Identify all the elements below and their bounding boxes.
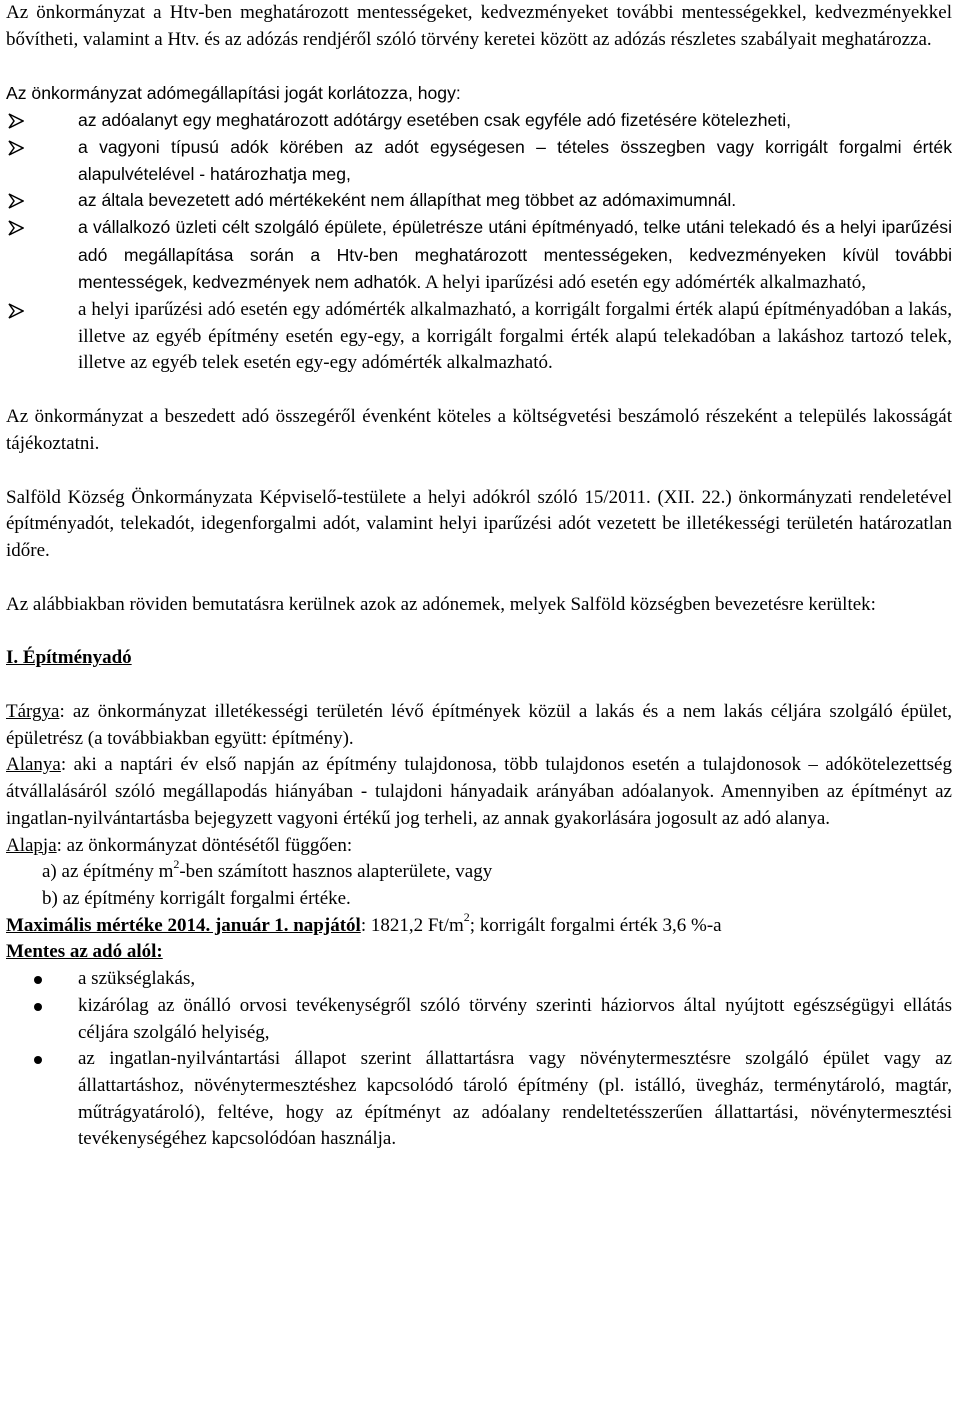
list-item bbox=[6, 966, 952, 993]
list-item bbox=[6, 297, 952, 377]
spacer bbox=[6, 672, 952, 699]
alapja-option-a bbox=[6, 856, 952, 886]
option-a-text: a) az építmény m bbox=[42, 861, 174, 883]
list-item bbox=[6, 214, 952, 297]
list-item bbox=[6, 134, 952, 187]
arrow-bullet-icon bbox=[8, 113, 24, 129]
list-item-text: az ingatlan-nyilvántartási állapot szerint állattartásra vagy növénytermesztésre szolgáló épület vagy az állattartáshoz, növénytermesztéshez kapcsolódó tároló építmény (pl. istálló, üvegház, terménytároló, magtár, műtrágyatároló), feltéve, hogy az építményt az adóalany rendeltetésszerűen állattartási, növénytermesztési tevékenységéhez kapcsolódóan használja. bbox=[78, 1048, 952, 1150]
intro-paragraph: Az önkormányzat a Htv-ben meghatározott mentességeket, kedvezményeket további mentességekkel, kedvezményekkel bővítheti, valamint a Htv. és az adózás rendjéről szóló törvény keretei között az adózás részletes szabályait meghatározza. bbox=[6, 2, 952, 50]
list-item-text: a szükséglakás, bbox=[78, 968, 196, 990]
report-paragraph: Az önkormányzat a beszedett adó összegéről évenként köteles a költségvetési beszámoló részeként a település lakosságát tájékoztatni. bbox=[6, 406, 952, 454]
spacer bbox=[6, 565, 952, 592]
alapja-text: : az önkormányzat döntésétől függően: bbox=[56, 834, 353, 856]
tax-types-intro: Az alábbiakban röviden bemutatásra kerülnek azok az adónemek, melyek Salföld községben bevezetésre kerültek: bbox=[6, 593, 876, 615]
list-item bbox=[6, 1046, 952, 1153]
list-item-text: az általa bevezetett adó mértékeként nem állapíthat meg többet az adómaximumnál. bbox=[78, 190, 737, 211]
list-item bbox=[6, 993, 952, 1046]
section-title: I. Építményadó bbox=[6, 647, 132, 669]
maximalis-label: Maximális mértéke 2014. január 1. napjától bbox=[6, 914, 361, 936]
maximalis-paragraph bbox=[6, 910, 952, 940]
superscript: 2 bbox=[173, 856, 180, 871]
list-item-text: kizárólag az önálló orvosi tevékenységről szóló törvény szerinti háziorvos által nyújtott egészségügyi ellátás céljára szolgáló helyiség, bbox=[78, 994, 952, 1043]
targya-label: Tárgya bbox=[6, 701, 60, 723]
restrictions-intro: Az önkormányzat adómegállapítási jogát korlátozza, hogy: bbox=[6, 83, 461, 104]
restrictions-block bbox=[6, 80, 952, 214]
list-item-text: a vállalkozó üzleti célt szolgáló épülete, épületrésze utáni építményadó, telke utáni telekadó és a helyi iparűzési adó megállapítása során a Htv-ben meghatározott mentességeken, kedvezményeken kívül további mentességek, kedvezmények nem adhatók. bbox=[78, 216, 952, 293]
spacer bbox=[6, 377, 952, 404]
restrictions-list-continued bbox=[6, 214, 952, 377]
list-item bbox=[6, 187, 952, 214]
arrow-bullet-icon bbox=[8, 193, 24, 209]
maximalis-text-end: ; korrigált forgalmi érték 3,6 %-a bbox=[469, 914, 722, 936]
list-item bbox=[6, 107, 952, 134]
exemptions-list bbox=[6, 966, 952, 1153]
alanya-label: Alanya bbox=[6, 754, 61, 776]
list-item-text: az adóalanyt egy meghatározott adótárgy esetében csak egyféle adó fizetésére kötelezheti, bbox=[78, 110, 792, 131]
targya-paragraph bbox=[6, 699, 952, 752]
superscript: 2 bbox=[463, 910, 470, 925]
decree-paragraph: Salföld Község Önkormányzata Képviselő-testülete a helyi adókról szóló 15/2011. (XII. 22.) önkormányzati rendeletével építményadót, telekadót, idegenforgalmi adót, valamint helyi iparűzési adót vezetett be illetékességi területén határozatlan időre. bbox=[6, 486, 952, 561]
spacer bbox=[6, 458, 952, 485]
restrictions-list bbox=[6, 107, 952, 214]
list-item-text-continued: A helyi iparűzési adó esetén egy adómérték alkalmazható, bbox=[421, 272, 867, 294]
bullet-dot-icon bbox=[34, 976, 42, 984]
mentes-label: Mentes az adó alól: bbox=[6, 941, 163, 963]
list-item-text: a vagyoni típusú adók körében az adót egységesen – tételes összegben vagy korrigált forgalmi érték alapulvételével - határozhatja meg, bbox=[78, 136, 952, 184]
arrow-bullet-icon bbox=[8, 140, 24, 156]
bullet-dot-icon bbox=[34, 1003, 42, 1011]
alanya-text: : aki a naptári év első napján az építmény tulajdonosa, több tulajdonos esetén a tulajdonosok – adókötelezettség átvállalásáról szóló megállapodás hiányában - tulajdoni hányadaik arányában adóalanyok. Amennyiben az építményt az ingatlan-nyilvántartásba bejegyzett vagyoni értékű jog terheli, az annak gyakorlására jogosult az adó alanya. bbox=[6, 754, 952, 829]
alapja-option-b: b) az építmény korrigált forgalmi értéke. bbox=[42, 887, 351, 909]
alanya-paragraph bbox=[6, 752, 952, 832]
list-item-text: a helyi iparűzési adó esetén egy adómérték alkalmazható, a korrigált forgalmi érték alapú építményadóban a lakás, illetve az egyéb építmény esetén egy-egy, a korrigált forgalmi érték alapú telekadóban a lakáshoz tartozó telek, illetve az egyéb telek esetén egy-egy adómérték alkalmazható. bbox=[78, 299, 952, 374]
option-a-text-end: -ben számított hasznos alapterülete, vagy bbox=[179, 861, 493, 883]
bullet-dot-icon bbox=[34, 1056, 42, 1064]
alapja-paragraph bbox=[6, 833, 952, 860]
maximalis-text: : 1821,2 Ft/m bbox=[360, 914, 464, 936]
arrow-bullet-icon bbox=[8, 220, 24, 236]
targya-text: : az önkormányzat illetékességi területén lévő építmények közül a lakás és a nem lakás céljára szolgáló épület, épületrész (a továbbiakban együtt: építmény). bbox=[6, 701, 952, 749]
alapja-label: Alapja bbox=[6, 834, 57, 856]
spacer bbox=[6, 53, 952, 80]
spacer bbox=[6, 618, 952, 645]
arrow-bullet-icon bbox=[8, 303, 24, 319]
